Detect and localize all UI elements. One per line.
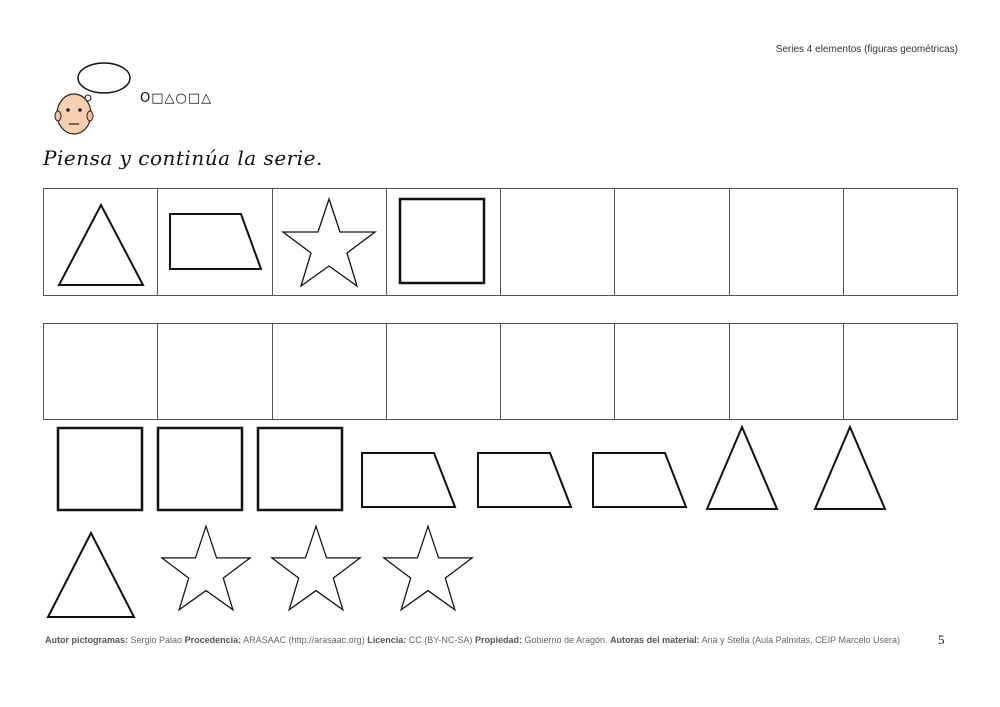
series-cell-4[interactable] <box>387 189 501 295</box>
answer-cell[interactable] <box>273 324 387 419</box>
credits-footer <box>45 635 900 645</box>
mini-series-legend: O□△○□△ <box>140 91 213 106</box>
answer-cell[interactable] <box>615 324 729 419</box>
triangle-shape <box>51 195 151 290</box>
series-cell-empty[interactable] <box>501 189 615 295</box>
series-cell-3[interactable] <box>273 189 387 295</box>
square-piece[interactable] <box>156 426 244 512</box>
square-piece[interactable] <box>56 426 144 512</box>
materials-label: Autoras del material: <box>610 635 700 645</box>
series-cell-empty[interactable] <box>730 189 844 295</box>
source-value: ARASAAC (http://arasaac.org) <box>243 635 365 645</box>
answer-cell[interactable] <box>844 324 957 419</box>
star-piece[interactable] <box>268 522 364 614</box>
answer-cell[interactable] <box>44 324 158 419</box>
triangle-piece[interactable] <box>704 424 780 512</box>
answer-cell[interactable] <box>730 324 844 419</box>
license-label: Licencia: <box>367 635 407 645</box>
triangle-piece[interactable] <box>812 424 888 512</box>
trapezoid-piece[interactable] <box>360 450 458 510</box>
trapezoid-piece[interactable] <box>476 450 574 510</box>
star-shape <box>279 195 379 290</box>
star-piece[interactable] <box>380 522 476 614</box>
star-piece[interactable] <box>158 522 254 614</box>
instruction-text: Piensa y continúa la serie. <box>43 146 323 170</box>
series-cell-2[interactable] <box>158 189 272 295</box>
square-shape <box>397 196 489 288</box>
series-cell-empty[interactable] <box>615 189 729 295</box>
owner-value: Gobierno de Aragón. <box>524 635 608 645</box>
answer-cell[interactable] <box>501 324 615 419</box>
materials-value: Ana y Stella (Aula Palmitas, CEIP Marcelo Usera) <box>701 635 901 645</box>
answer-row <box>43 323 958 420</box>
answer-cell[interactable] <box>158 324 272 419</box>
answer-cell[interactable] <box>387 324 501 419</box>
page-number: 5 <box>938 632 945 647</box>
source-label: Procedencia: <box>184 635 242 645</box>
license-value: CC (BY-NC-SA) <box>408 635 473 645</box>
series-row <box>43 188 958 296</box>
square-piece[interactable] <box>256 426 344 512</box>
trapezoid-piece[interactable] <box>591 450 689 510</box>
header-title: Series 4 elementos (figuras geométricas) <box>775 44 958 55</box>
triangle-piece[interactable] <box>45 530 137 620</box>
trapezoid-shape <box>165 207 265 277</box>
owner-label: Propiedad: <box>474 635 522 645</box>
series-cell-empty[interactable] <box>844 189 957 295</box>
author-label: Autor pictogramas: <box>45 635 129 645</box>
author-value: Sergio Palao <box>130 635 183 645</box>
series-cell-1[interactable] <box>44 189 158 295</box>
